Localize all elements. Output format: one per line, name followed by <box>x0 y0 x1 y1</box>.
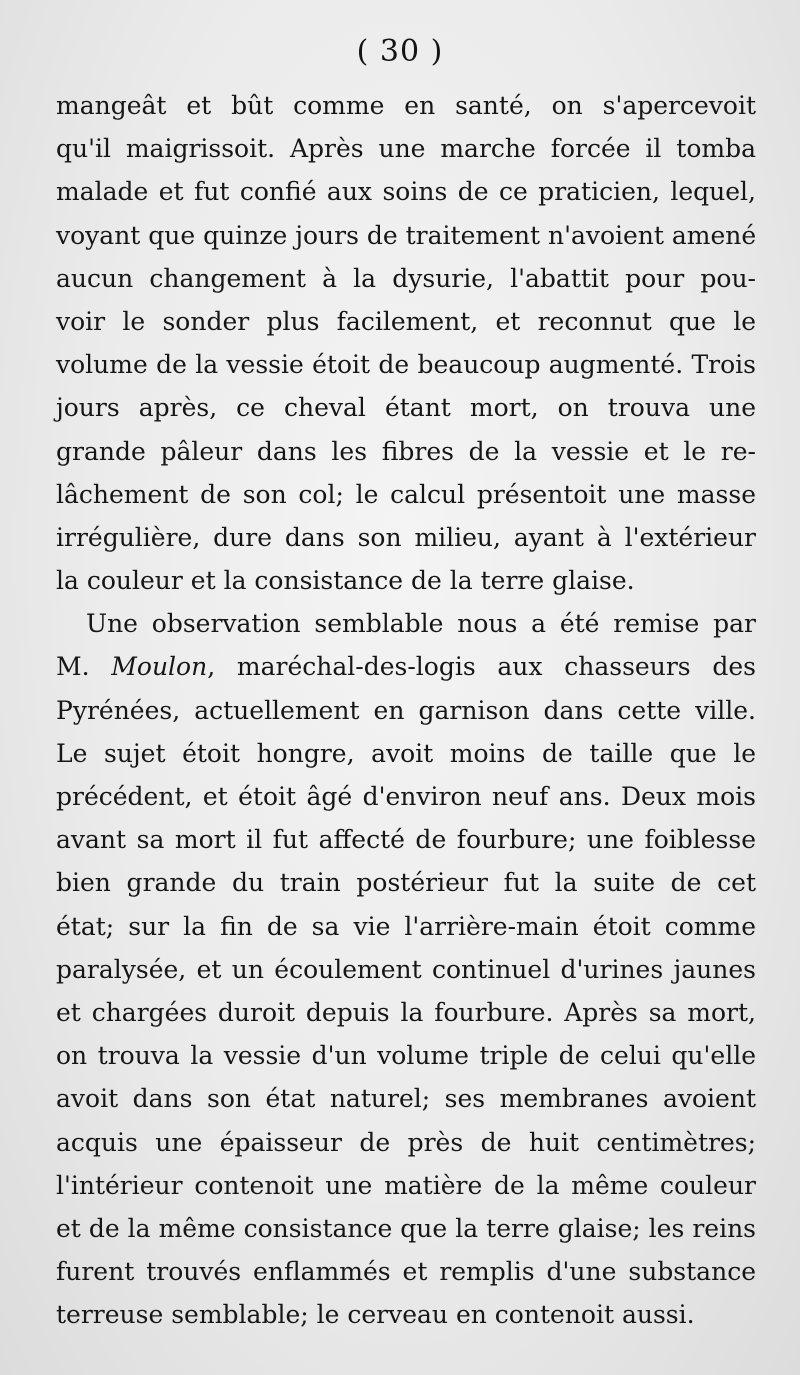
text-line: malade et fut confié aux soins de ce praticien, lequel, <box>56 177 756 207</box>
text-line: aucun changement à la dysurie, l'abattit pour pou- <box>56 263 756 293</box>
page-number: ( 30 ) <box>356 34 444 69</box>
text-line: la couleur et la consistance de la terre glaise. <box>56 566 635 596</box>
body-text <box>56 84 756 1336</box>
text-line: état; sur la fin de sa vie l'arrière-main étoit comme <box>56 911 756 941</box>
text-line-with-name <box>56 645 756 688</box>
text-line: grande pâleur dans les fibres de la vessie et le re- <box>56 436 756 466</box>
text-line: qu'il maigrissoit. Après une marche forcée il tomba <box>56 134 756 164</box>
text-line: l'intérieur contenoit une matière de la même couleur <box>56 1170 756 1200</box>
text-line: Pyrénées, actuellement en garnison dans cette ville. <box>56 695 756 725</box>
text-line: précédent, et étoit âgé d'environ neuf ans. Deux mois <box>56 782 756 811</box>
text-line: bien grande du train postérieur fut la suite de cet <box>56 868 756 898</box>
text-line: volume de la vessie étoit de beaucoup augmenté. Trois <box>56 350 756 380</box>
text-line: et chargées duroit depuis la fourbure. Après sa mort, <box>56 997 756 1027</box>
text-line: terreuse semblable; le cerveau en contenoit aussi. <box>56 1300 695 1330</box>
text-line: lâchement de son col; le calcul présentoit une masse <box>56 479 756 509</box>
text-line: et de la même consistance que la terre glaise; les reins <box>56 1213 756 1243</box>
text-line: avant sa mort il fut affecté de fourbure; une foiblesse <box>56 825 756 855</box>
text-line: furent trouvés enflammés et remplis d'une substance <box>56 1257 756 1287</box>
text-line: mangeât et bût comme en santé, on s'apercevoit <box>56 91 756 120</box>
person-name: Moulon <box>111 652 208 682</box>
text-fragment: M. <box>56 652 112 682</box>
text-line: voir le sonder plus facilement, et reconnut que le <box>56 306 756 336</box>
text-line: Une observation semblable nous a été remise par <box>86 609 756 639</box>
text-line: avoit dans son état naturel; ses membranes avoient <box>56 1084 756 1114</box>
text-line: voyant que quinze jours de traitement n'avoient amené <box>56 220 757 250</box>
text-line: irrégulière, dure dans son milieu, ayant à l'extérieur <box>56 522 756 552</box>
text-line: paralysée, et un écoulement continuel d'urines jaunes <box>56 954 756 984</box>
text-line: Le sujet étoit hongre, avoit moins de taille que le <box>56 738 756 768</box>
text-line: jours après, ce cheval étant mort, on trouva une <box>56 393 756 423</box>
text-line: acquis une épaisseur de près de huit centimètres; <box>56 1127 756 1157</box>
text-line: on trouva la vessie d'un volume triple de celui qu'elle <box>56 1041 756 1071</box>
text-fragment: , maréchal-des-logis aux chasseurs des <box>207 652 756 682</box>
